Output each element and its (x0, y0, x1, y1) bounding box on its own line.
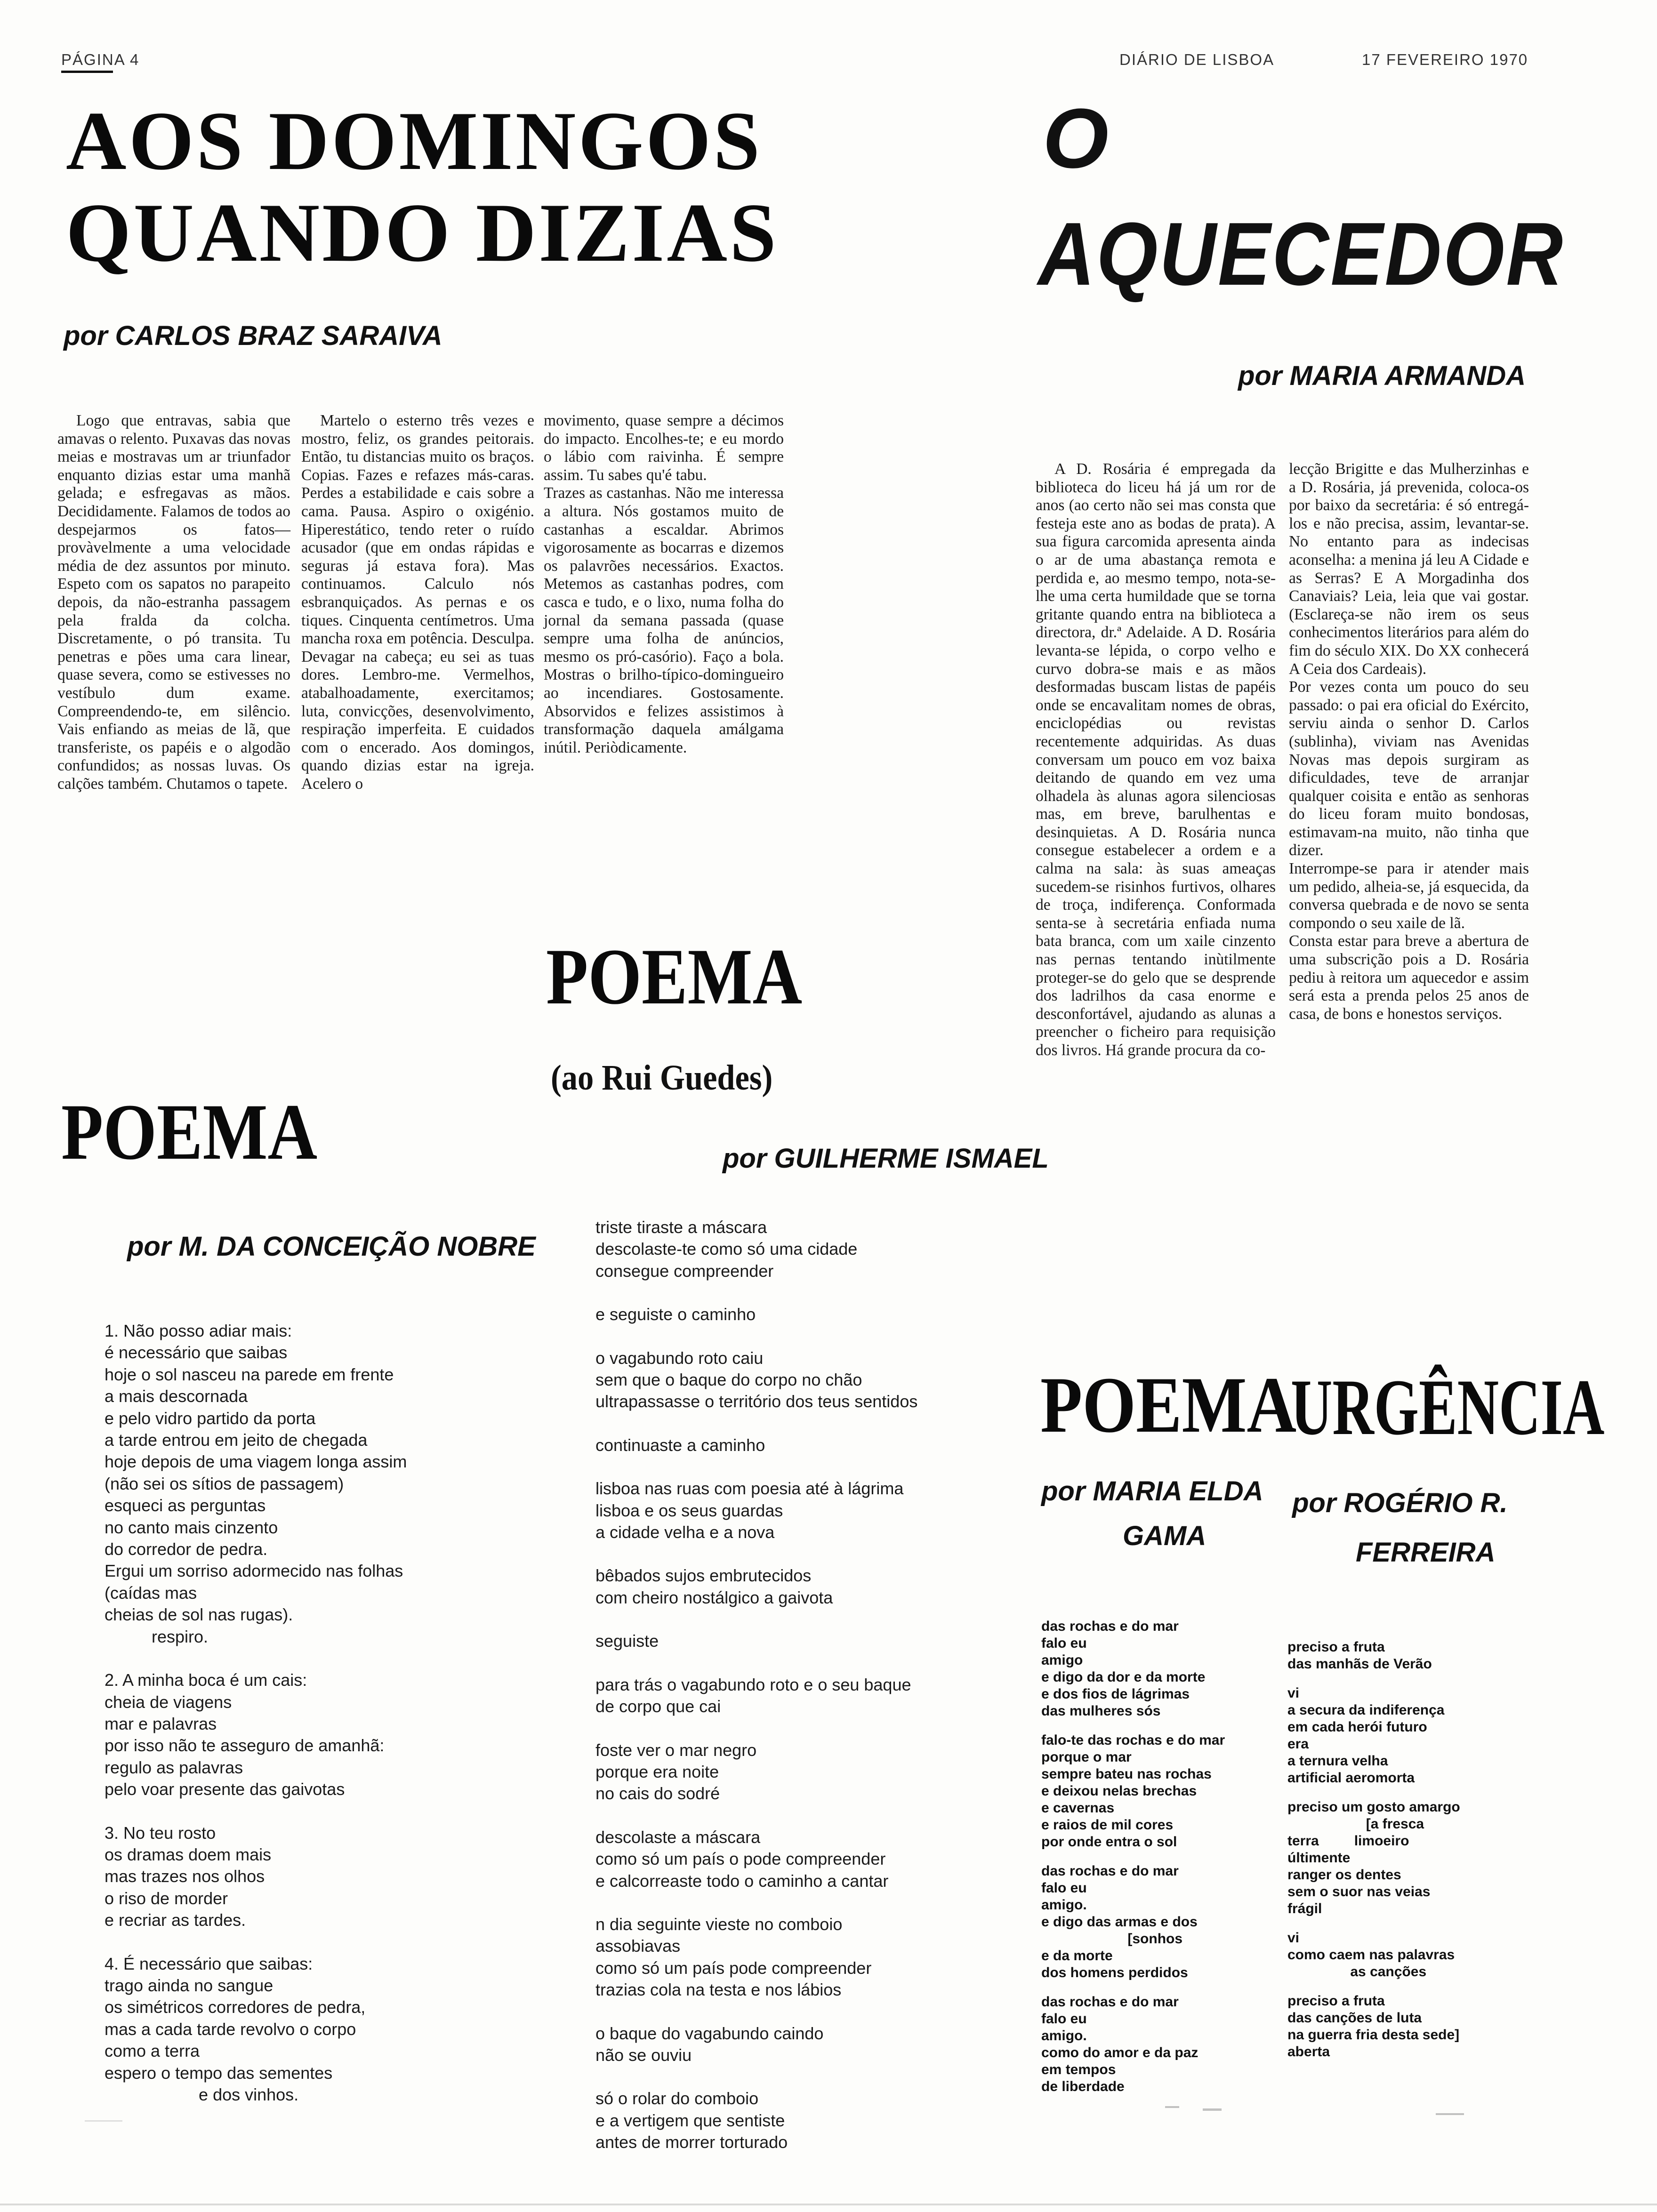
poem-line: do corredor de pedra. (105, 1539, 268, 1559)
poem-line: respiro. (105, 1627, 209, 1646)
poem-line: vi (1287, 1930, 1300, 1946)
poem-line: na guerra fria desta sede] (1287, 2027, 1460, 2043)
poem-line: descolaste-te como só uma cidade (595, 1239, 858, 1259)
issue-date: 17 FEVEREIRO 1970 (1362, 51, 1528, 68)
poem-line: das rochas e do mar (1041, 1619, 1179, 1634)
poem-line: [sonhos (1041, 1931, 1183, 1947)
article-domingos-col3: movimento, quase sempre a décimos do impacto. Encolhes-te; e eu mordo o lábio com raivinha. É sempre assim. Tu sabes qu'é tabu. Trazes as castanhas. Não me interessa a altura. Nós gostamos muito de castanhas a escaldar. Abrimos vigorosamente as bocarras e dizemos os palavrões necessários. Exactos. Metemos as castanhas podres, com casca e tudo, e o lixo, numa folha do jornal da semana passada (quase sempre uma folha de anúncios, mesmo os pró-casório). Faço a bola. Mostras o brilho-típico-domingueiro ao incendiares. Gostosamente. Absorvidos e felizes assistimos à transformação daquela amálgama inútil. Periòdicamente. (544, 412, 784, 756)
poem-line: porque o mar (1041, 1749, 1132, 1765)
poem-line: triste tiraste a máscara (595, 1218, 767, 1237)
scan-speck (1165, 2106, 1179, 2108)
poem-line: de liberdade (1041, 2079, 1125, 2094)
poem-stanza (105, 1669, 575, 1800)
poem-line: e pelo vidro partido da porta (105, 1408, 316, 1428)
poem-line: frágil (1287, 1901, 1322, 1916)
poem-line: esqueci as perguntas (105, 1496, 266, 1515)
poem-line: amigo. (1041, 2028, 1087, 2044)
byline-rogerio-ferreira-line2: FERREIRA (1356, 1537, 1496, 1568)
poem-line: falo eu (1041, 1635, 1087, 1651)
page-number: PÁGINA 4 (61, 51, 140, 68)
poem-line: sem que o baque do corpo no chão (595, 1370, 862, 1390)
poem-title-gama: POEMA (1040, 1361, 1297, 1449)
poem-line: e seguiste o caminho (595, 1305, 756, 1324)
scan-speck (0, 2204, 1657, 2205)
byline-maria-armanda: por MARIA ARMANDA (1238, 361, 1526, 391)
poem-line: a secura da indiferença (1287, 1702, 1445, 1718)
poem-title-nobre: POEMA (61, 1088, 318, 1176)
poem-line: das canções de luta (1287, 2010, 1422, 2026)
poem-line: seguiste (595, 1631, 659, 1651)
poem-line: e cavernas (1041, 1800, 1115, 1816)
poem-line: aberta (1287, 2044, 1330, 2060)
article-title-domingos-line2: QUANDO DIZIAS (66, 186, 779, 279)
poem-line: ranger os dentes (1287, 1867, 1401, 1883)
poem-stanza (1041, 1618, 1305, 1720)
poem-line: com cheiro nostálgico a gaivota (595, 1587, 833, 1607)
newspaper-name: DIÁRIO DE LISBOA (1119, 51, 1275, 68)
poem-line: no canto mais cinzento (105, 1517, 278, 1537)
poem-stanza (595, 1217, 1010, 1282)
poem-line: era (1287, 1736, 1309, 1752)
poem-line: falo eu (1041, 2011, 1087, 2027)
article-domingos-col1: Logo que entravas, sabia que amavas o relento. Puxavas das novas meias e mostravas um ar triunfador enquanto dizias estar uma manhã gelada; e esfregavas as mãos. Decididamente. Falamos de todos ao despejarmos os fatos—provàvelmente a uma velocidade média de dez assuntos por minuto. Espeto com os sapatos no parapeito depois, da não-estranha passagem pela fralda da colcha. Discretamente, o pó transita. Tu penetras e pões uma cara linear, quase severa, como se estivesses no vestíbulo dum exame. Compreendendo-te, em silêncio. Vais enfiando as meias de lã, que transferiste, os papéis e o algodão confundidos; as nossas luvas. Os calções também. Chutamos o tapete. (57, 412, 290, 793)
poem-subtitle-ismael: (ao Rui Guedes) (551, 1058, 773, 1098)
byline-guilherme-ismael: por GUILHERME ISMAEL (723, 1143, 1049, 1174)
poem-line: no cais do sodré (595, 1784, 720, 1803)
poem-stanza (1287, 1930, 1551, 1980)
poem-body-nobre (105, 1320, 575, 2127)
poem-stanza (1287, 1685, 1551, 1787)
poem-stanza (595, 1565, 1010, 1609)
poem-line: a tarde entrou em jeito de chegada (105, 1430, 368, 1450)
poem-line: as canções (1287, 1964, 1427, 1980)
poem-line: das rochas e do mar (1041, 1863, 1179, 1879)
poem-stanza (1041, 1732, 1305, 1851)
scan-speck (1203, 2108, 1222, 2111)
poem-stanza (1041, 1863, 1305, 1981)
byline-maria-elda-gama-line2: GAMA (1123, 1521, 1207, 1551)
poem-line: preciso um gosto amargo (1287, 1799, 1460, 1815)
poem-line: por onde entra o sol (1041, 1834, 1177, 1850)
poem-line: n dia seguinte vieste no comboio (595, 1914, 843, 1934)
byline-rogerio-ferreira-line1: por ROGÉRIO R. (1292, 1488, 1508, 1518)
poem-line: como só um país pode compreender (595, 1958, 872, 1978)
poem-line: hoje o sol nasceu na parede em frente (105, 1364, 394, 1384)
poem-stanza (595, 1478, 1010, 1543)
poem-line: e calcorreaste todo o caminho a cantar (595, 1871, 889, 1891)
poem-line: em tempos (1041, 2062, 1116, 2077)
poem-line: preciso a fruta (1287, 1993, 1385, 2009)
poem-line: a mais descornada (105, 1387, 248, 1406)
poem-line: e digo da dor e da morte (1041, 1669, 1206, 1685)
poem-line: e a vertigem que sentiste (595, 2110, 785, 2130)
poem-line: terra limoeiro (1287, 1833, 1409, 1849)
poem-stanza (595, 1630, 1010, 1652)
poem-line: os simétricos corredores de pedra, (105, 1997, 366, 2017)
poem-line: (caídas mas (105, 1583, 197, 1603)
poem-line: para trás o vagabundo roto e o seu baque (595, 1675, 911, 1694)
poem-line: amigo. (1041, 1897, 1087, 1913)
poem-line: lisboa nas ruas com poesia até à lágrima (595, 1479, 904, 1499)
poem-line: cheia de viagens (105, 1692, 232, 1712)
poem-line: o riso de morder (105, 1888, 228, 1908)
poem-line: o baque do vagabundo caindo (595, 2023, 824, 2043)
poem-line: consegue compreender (595, 1261, 774, 1281)
poem-line: como caem nas palavras (1287, 1947, 1455, 1963)
poem-stanza (595, 1914, 1010, 2001)
poem-line: trago ainda no sangue (105, 1975, 273, 1995)
poem-line: antes de morrer torturado (595, 2132, 788, 2152)
scan-speck (1436, 2113, 1464, 2115)
poem-line: últimente (1287, 1850, 1351, 1866)
poem-line: e da morte (1041, 1948, 1113, 1964)
poem-line: não se ouviu (595, 2045, 692, 2065)
poem-line: dos homens perdidos (1041, 1965, 1188, 1980)
poem-stanza (1287, 1639, 1551, 1673)
poem-stanza (595, 1739, 1010, 1805)
poem-line: por isso não te asseguro de amanhã: (105, 1736, 385, 1755)
article-domingos-col2: Martelo o esterno três vezes e mostro, feliz, os grandes peitorais. Então, tu distancias muito os braços. Copias. Fazes e refazes más-caras. Perdes a estabilidade e cais sobre a cama. Pausa. Aspiro o oxigénio. Hiperestático, tendo reter o ruído acusador (que em ondas rápidas e seguras já estava fora). Mas continuamos. Calculo nós esbranquiçados. As pernas e os tiques. Cinquenta centímetros. Uma mancha roxa em potência. Desculpa. Devagar na cabeça; eu sei as tuas dores. Lembro-me. Vermelhos, atabalhoadamente, exercitamos; luta, convicções, desenvolvimento, respiração imperfeita. E cuidados com o encerado. Aos domingos, quando dizias estar na igreja. Acelero o (301, 412, 534, 793)
poem-line: a ternura velha (1287, 1753, 1388, 1769)
poem-line: 1. Não posso adiar mais: (105, 1321, 292, 1340)
poem-title-urgencia: URGÊNCIA (1291, 1363, 1605, 1451)
poem-line: só o rolar do comboio (595, 2089, 759, 2108)
poem-line: artificial aeromorta (1287, 1770, 1415, 1786)
poem-title-ismael: POEMA (546, 932, 803, 1021)
poem-line: sempre bateu nas rochas (1041, 1766, 1212, 1782)
poem-line: e deixou nelas brechas (1041, 1783, 1197, 1799)
article-title-aquecedor-line2: AQUECEDOR (1038, 204, 1565, 304)
poem-line: amigo (1041, 1652, 1083, 1668)
poem-line: Ergui um sorriso adormecido nas folhas (105, 1561, 403, 1581)
poem-line: os dramas doem mais (105, 1844, 272, 1864)
poem-stanza (1287, 1993, 1551, 2060)
page-number-underline (61, 71, 113, 73)
poem-line: é necessário que saibas (105, 1343, 288, 1362)
poem-line: espero o tempo das sementes (105, 2063, 333, 2083)
poem-stanza (595, 1827, 1010, 1892)
poem-line: ultrapassasse o território dos teus sentidos (595, 1392, 918, 1411)
poem-stanza (595, 1347, 1010, 1413)
poem-line: das mulheres sós (1041, 1703, 1161, 1719)
byline-maria-elda-gama-line1: por MARIA ELDA (1041, 1476, 1263, 1507)
poem-stanza (595, 1304, 1010, 1325)
poem-line: 3. No teu rosto (105, 1823, 216, 1843)
poem-line: o vagabundo roto caiu (595, 1348, 764, 1368)
poem-line: falo eu (1041, 1880, 1087, 1896)
poem-line: pelo voar presente das gaivotas (105, 1779, 345, 1799)
poem-line: mas a cada tarde revolvo o corpo (105, 2019, 356, 2039)
poem-line: assobiavas (595, 1936, 681, 1956)
article-aquecedor-col1: A D. Rosária é empregada da biblioteca do liceu há já um ror de anos (ao certo não sei mas consta que festeja este ano as bodas de prata). A sua figura carcomida apresenta ainda o ar de uma abastança remota e perdida e, ao mesmo tempo, nota-se-lhe uma certa humildade que se torna gritante quando entra na biblioteca a directora, dr.ª Adelaide. A D. Rosária levanta-se lépida, o corpo velho e curvo dobra-se mais e as mãos desformadas buscam listas de papéis onde se encavalitam nomes de obras, enciclopédias ou revistas recentemente adquiridas. As duas conversam um pouco em voz baixa deitando de quando em vez uma olhadela às alunas agora silenciosas mas, em breve, barulhentas e desinquietas. A D. Rosária nunca consegue estabelecer a ordem e a calma na sala: às suas ameaças sucedem-se risinhos furtivos, olhares de troça, indiferença. Conformada senta-se à secretária enfiada numa bata branca, com um xaile cinzento nas pernas tentando inùtilmente proteger-se do gelo que se desprende dos ladrilhos da casa enorme e desconfortável, ajudando as alunas a preencher o ficheiro para requisição dos livros. Há grande procura da co- (1036, 460, 1276, 1059)
poem-line: e dos fios de lágrimas (1041, 1686, 1190, 1702)
poem-line: de corpo que cai (595, 1697, 721, 1716)
poem-line: bêbados sujos embrutecidos (595, 1566, 812, 1586)
poem-line: e dos vinhos. (105, 2085, 299, 2104)
poem-line: porque era noite (595, 1762, 719, 1781)
poem-body-gama (1041, 1618, 1305, 2108)
poem-line: como do amor e da paz (1041, 2045, 1199, 2060)
poem-line: das manhãs de Verão (1287, 1656, 1432, 1672)
byline-carlos-braz-saraiva: por CARLOS BRAZ SARAIVA (64, 321, 442, 351)
poem-line: como a terra (105, 2041, 200, 2061)
poem-stanza (105, 1822, 575, 1931)
poem-line: mas trazes nos olhos (105, 1867, 265, 1886)
poem-line: das rochas e do mar (1041, 1994, 1179, 2010)
poem-stanza (105, 1953, 575, 2106)
article-aquecedor-col2: lecção Brigitte e das Mulherzinhas e a D. Rosária, já prevenida, coloca-os por baixo da secretária: é só entregá-los e não precisa, assim, levantar-se. No entanto para as indecisas aconselha: a menina já leu A Cidade e as Serras? E A Morgadinha dos Canaviais? Leia, leia que vai gostar. (Esclareça-se não irem os seus conhecimentos literários para além do fim do século XIX. Do XX conhecerá A Ceia dos Cardeais). Por vezes conta um pouco do seu passado: o pai era oficial do Exército, serviu ainda o senhor D. Carlos (sublinha), viviam nas Avenidas Novas mas depois surgiram as dificuldades, teve de arranjar qualquer coisita e então as senhoras do liceu foram muito bondosas, estimavam-na muito, não tinha que dizer. Interrompe-se para ir atender mais um pedido, alheia-se, já esquecida, da conversa quebrada e de novo se senta compondo o seu xaile de lã. Consta estar para breve a abertura de uma subscrição pois a D. Rosária pediu à reitora um aquecedor e assim será esta a prenda pelos 25 anos de casa, de bons e honestos serviços. (1289, 460, 1529, 1023)
poem-stanza (105, 1320, 575, 1648)
poem-line: descolaste a máscara (595, 1827, 761, 1847)
article-title-aquecedor-line1: O (1043, 91, 1109, 186)
poem-line: a cidade velha e a nova (595, 1523, 775, 1542)
poem-line: e raios de mil cores (1041, 1817, 1174, 1833)
poem-line: sem o suor nas veias (1287, 1884, 1431, 1899)
poem-stanza (1287, 1799, 1551, 1917)
poem-line: continuaste a caminho (595, 1435, 765, 1455)
poem-line: como só um país o pode compreender (595, 1849, 886, 1869)
poem-line: falo-te das rochas e do mar (1041, 1732, 1225, 1748)
article-title-domingos-line1: AOS DOMINGOS (66, 94, 763, 187)
poem-line: hoje depois de uma viagem longa assim (105, 1452, 407, 1472)
poem-line: vi (1287, 1685, 1300, 1701)
poem-line: [a fresca (1287, 1816, 1424, 1832)
poem-line: lisboa e os seus guardas (595, 1500, 783, 1520)
poem-stanza (595, 2023, 1010, 2067)
poem-stanza (595, 1435, 1010, 1456)
poem-line: (não sei os sítios de passagem) (105, 1474, 344, 1493)
poem-line: e digo das armas e dos (1041, 1914, 1198, 1930)
poem-body-urgencia (1287, 1639, 1551, 2073)
poem-line: 4. É necessário que saibas: (105, 1954, 313, 1973)
poem-stanza (595, 2088, 1010, 2153)
poem-line: em cada herói futuro (1287, 1719, 1427, 1735)
poem-line: regulo as palavras (105, 1757, 243, 1777)
byline-conceicao-nobre: por M. DA CONCEIÇÃO NOBRE (127, 1231, 536, 1262)
poem-line: trazias cola na testa e nos lábios (595, 1980, 842, 2000)
poem-line: mar e palavras (105, 1714, 217, 1733)
poem-line: e recriar as tardes. (105, 1910, 246, 1930)
poem-line: preciso a fruta (1287, 1639, 1385, 1655)
poem-line: cheias de sol nas rugas). (105, 1605, 293, 1625)
poem-line: 2. A minha boca é um cais: (105, 1670, 307, 1690)
poem-line: foste ver o mar negro (595, 1740, 757, 1760)
poem-stanza (1041, 1994, 1305, 2095)
poem-stanza (595, 1674, 1010, 1718)
poem-body-ismael (595, 1217, 1010, 2175)
scan-speck (85, 2120, 122, 2122)
